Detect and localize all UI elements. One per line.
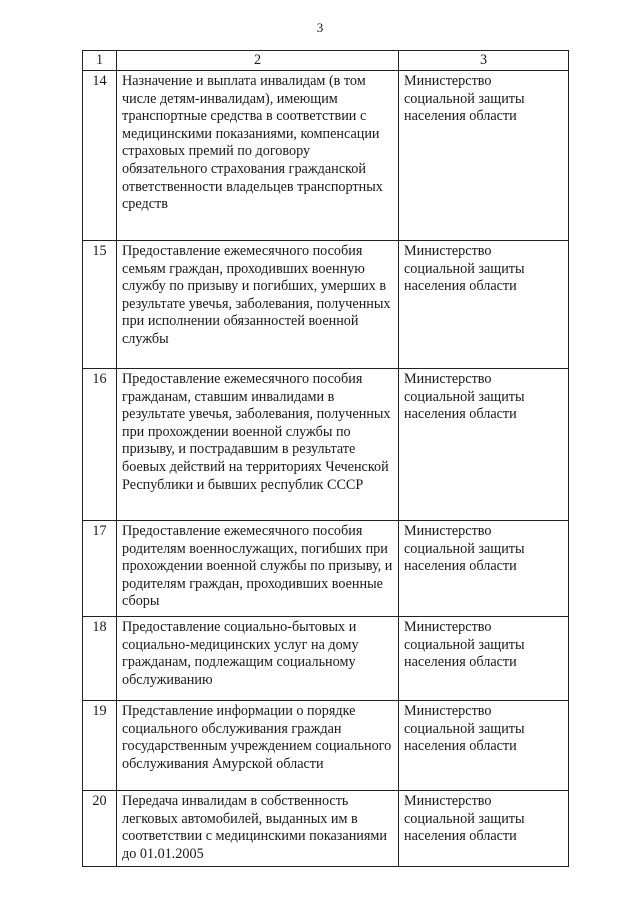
column-header-number: 1 bbox=[83, 51, 117, 71]
column-header-service: 2 bbox=[117, 51, 399, 71]
table-row bbox=[83, 701, 569, 791]
responsible-authority: Министерство социальной защиты населения области bbox=[399, 791, 569, 867]
column-header-authority: 3 bbox=[399, 51, 569, 71]
table-row bbox=[83, 369, 569, 521]
service-name: Предоставление ежемесячного пособия семьям граждан, проходивших военную службу по призыву и погибших, умерших в результате увечья, заболевания, полученных при исполнении обязанностей военной службы bbox=[117, 241, 399, 369]
row-number: 20 bbox=[83, 791, 117, 867]
page-number: 3 bbox=[316, 20, 324, 35]
responsible-authority: Министерство социальной защиты населения области bbox=[399, 521, 569, 617]
table-row bbox=[83, 617, 569, 701]
table-row bbox=[83, 71, 569, 241]
service-name: Назначение и выплата инвалидам (в том числе детям-инвалидам), имеющим транспортные средства в соответствии с медицинскими показаниями, компенсации страховых премий по договору обязательного страхования гражданской ответственности владельцев транспортных средств bbox=[117, 71, 399, 241]
services-table bbox=[82, 50, 569, 867]
service-name: Предоставление социально-бытовых и социально-медицинских услуг на дому гражданам, подлежащим социальному обслуживанию bbox=[117, 617, 399, 701]
row-number: 19 bbox=[83, 701, 117, 791]
row-number: 14 bbox=[83, 71, 117, 241]
table-row bbox=[83, 791, 569, 867]
service-name: Предоставление ежемесячного пособия гражданам, ставшим инвалидами в результате увечья, заболевания, полученных при прохождении военной службы по призыву, и пострадавшим в результате боевых действий на территориях Чеченской Республики и бывших республик СССР bbox=[117, 369, 399, 521]
table-row bbox=[83, 241, 569, 369]
responsible-authority: Министерство социальной защиты населения области bbox=[399, 701, 569, 791]
table-header-row bbox=[83, 51, 569, 71]
responsible-authority: Министерство социальной защиты населения области bbox=[399, 617, 569, 701]
row-number: 16 bbox=[83, 369, 117, 521]
row-number: 18 bbox=[83, 617, 117, 701]
row-number: 15 bbox=[83, 241, 117, 369]
service-name: Передача инвалидам в собственность легковых автомобилей, выданных им в соответствии с медицинскими показаниями до 01.01.2005 bbox=[117, 791, 399, 867]
responsible-authority: Министерство социальной защиты населения области bbox=[399, 241, 569, 369]
table-row bbox=[83, 521, 569, 617]
service-name: Представление информации о порядке социального обслуживания граждан государственным учреждением социального обслуживания Амурской области bbox=[117, 701, 399, 791]
responsible-authority: Министерство социальной защиты населения области bbox=[399, 369, 569, 521]
responsible-authority: Министерство социальной защиты населения области bbox=[399, 71, 569, 241]
row-number: 17 bbox=[83, 521, 117, 617]
service-name: Предоставление ежемесячного пособия родителям военнослужащих, погибших при прохождении военной службы по призыву, и родителям граждан, проходивших военные сборы bbox=[117, 521, 399, 617]
